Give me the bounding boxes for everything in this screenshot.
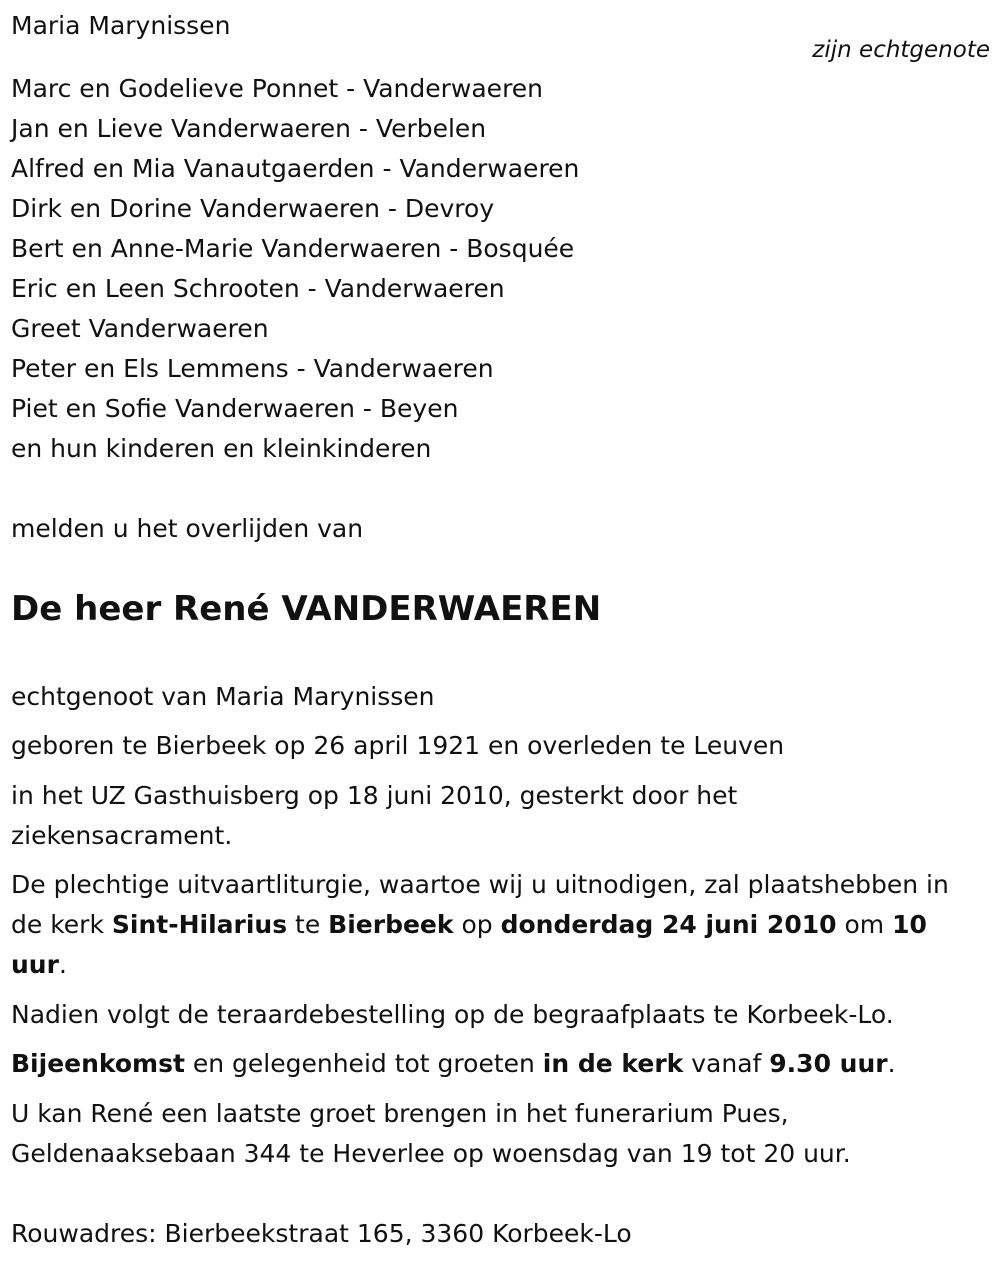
birth-line: geboren te Bierbeek op 26 april 1921 en overleden te Leuven: [11, 731, 785, 760]
spouse-role: zijn echtgenote: [812, 37, 990, 63]
gathering-location: in de kerk: [542, 1049, 684, 1078]
family-line: Greet Vanderwaeren: [11, 314, 269, 343]
spouse-line: echtgenoot van Maria Marynissen: [11, 682, 435, 711]
gathering-time: 9.30 uur: [769, 1049, 888, 1078]
gathering-text: en gelegenheid tot groeten: [184, 1049, 543, 1078]
family-line: Jan en Lieve Vanderwaeren - Verbelen: [11, 114, 487, 143]
funeral-paragraph: [11, 865, 971, 985]
death-line: in het UZ Gasthuisberg op 18 juni 2010, gesterkt door het ziekensacrament.: [11, 781, 738, 850]
funeral-place: Bierbeek: [328, 910, 454, 939]
funeral-church: Sint-Hilarius: [111, 910, 288, 939]
announcement: melden u het overlijden van: [11, 514, 364, 543]
visitation-paragraph: U kan René een laatste groet brengen in het funerarium Pues, Geldenaaksebaan 344 te Heverlee op woensdag van 19 tot 20 uur.: [11, 1099, 851, 1168]
gathering-line: [11, 1044, 896, 1084]
funeral-text: op: [453, 910, 501, 939]
mourning-address: Rouwadres: Bierbeekstraat 165, 3360 Korbeek-Lo: [11, 1219, 632, 1248]
family-line: en hun kinderen en kleinkinderen: [11, 434, 432, 463]
family-line: Bert en Anne-Marie Vanderwaeren - Bosquée: [11, 234, 575, 263]
family-line: Piet en Sofie Vanderwaeren - Beyen: [11, 394, 459, 423]
funeral-text: om: [836, 910, 893, 939]
gathering-text: .: [887, 1049, 896, 1078]
family-line: Eric en Leen Schrooten - Vanderwaeren: [11, 274, 505, 303]
family-line: Alfred en Mia Vanautgaerden - Vanderwaeren: [11, 154, 580, 183]
gathering-label: Bijeenkomst: [11, 1049, 185, 1078]
family-line: Peter en Els Lemmens - Vanderwaeren: [11, 354, 494, 383]
funeral-text: .: [58, 950, 67, 979]
funeral-date: donderdag 24 juni 2010: [500, 910, 837, 939]
spouse-name: Maria Marynissen: [11, 11, 231, 40]
funeral-time: 10 uur: [11, 910, 927, 979]
burial-line: Nadien volgt de teraardebestelling op de begraafplaats te Korbeek-Lo.: [11, 1000, 894, 1029]
gathering-text: vanaf: [683, 1049, 770, 1078]
family-line: Dirk en Dorine Vanderwaeren - Devroy: [11, 194, 495, 223]
deceased-title: De heer René VANDERWAEREN: [11, 589, 602, 629]
funeral-text: te: [287, 910, 329, 939]
funeral-text: De plechtige uitvaartliturgie, waartoe wij u uitnodigen, zal plaatshebben in de kerk: [11, 870, 949, 939]
family-line: Marc en Godelieve Ponnet - Vanderwaeren: [11, 74, 544, 103]
